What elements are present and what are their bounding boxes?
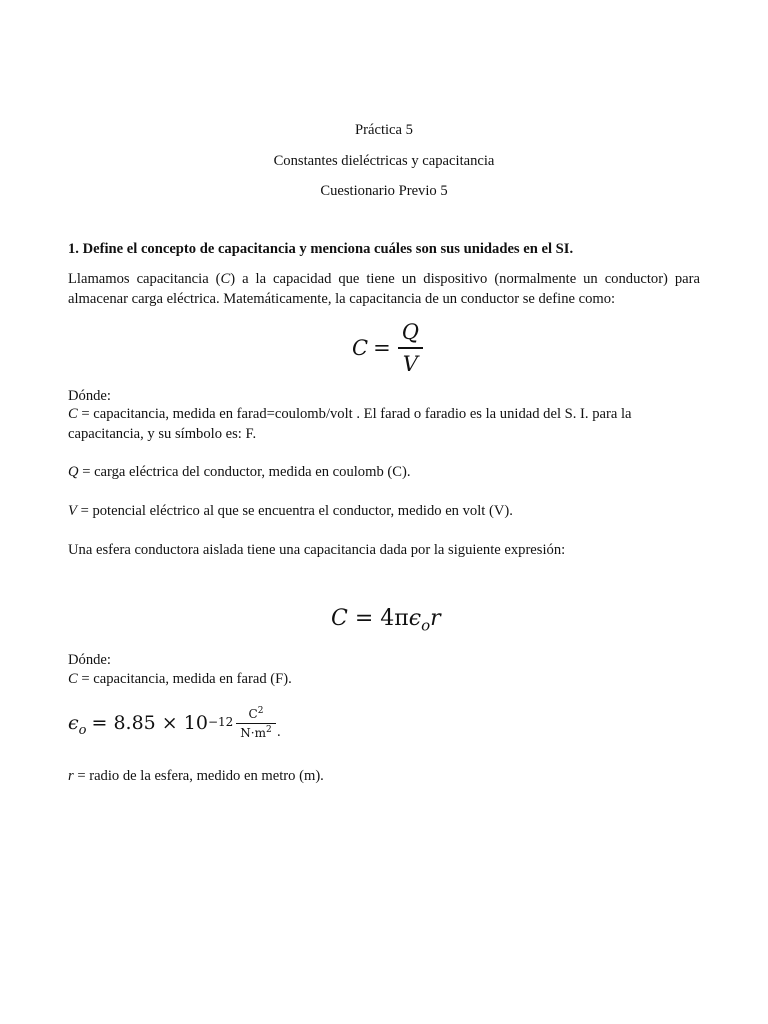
definition-v-text: = potencial eléctrico al que se encuentra el conductor, medido en volt (V). [76, 503, 513, 519]
intro-paragraph [68, 270, 700, 309]
formula-numerator: Q [401, 320, 419, 344]
definition-v-symbol: V [68, 503, 77, 519]
where-label-2: Dónde: [68, 652, 111, 668]
formula2-epsilon-sub: o [421, 616, 431, 635]
capacitance-formula [352, 318, 423, 378]
question-heading: 1. Define el concepto de capacitancia y menciona cuáles son sus unidades en el SI. [68, 241, 574, 257]
where-label: Dónde: [68, 388, 111, 404]
unit-denominator-exp: 2 [265, 725, 272, 736]
epsilon-sub: o [78, 722, 87, 738]
definition-c-symbol: C [68, 406, 78, 422]
intro-text-b: ) a la capacidad que tiene un dispositivo (normalmente un conductor) para almacenar carga eléctrica. Matemáticamente, la capacitancia de un conductor se define como: [68, 271, 701, 307]
formula2-epsilon: ϵ [408, 606, 422, 631]
formula-fraction [398, 318, 423, 378]
sphere-capacitance-formula [331, 604, 441, 634]
unit-fraction [236, 706, 275, 741]
definition-q-text: = carga eléctrica del conductor, medida en coulomb (C). [78, 464, 411, 480]
formula-lhs: C [352, 335, 369, 360]
epsilon-symbol: ϵ [68, 711, 79, 734]
epsilon-value: = 8.85 × 10 [91, 711, 208, 734]
questionnaire-title: Cuestionario Previo 5 [320, 183, 448, 199]
definition-c [68, 405, 700, 444]
epsilon-trailing-period: . [276, 724, 281, 740]
definition-q [68, 463, 700, 483]
definition-q-symbol: Q [68, 464, 79, 480]
formula2-lhs: C [331, 606, 348, 631]
permittivity-formula: $\epsilon_o$ = 8.85 × 10 $^{-12}$ $\frac{C^2}{N\cdot m^2}$ . [68, 706, 281, 741]
definition-c-text: = capacitancia, medida en farad=coulomb/volt . El farad o faradio es la unidad del S. I. para la capacitancia, y su símbolo es: F. [68, 406, 632, 442]
definition-r-text: = radio de la esfera, medido en metro (m). [73, 768, 324, 784]
unit-denominator: N·m [240, 726, 266, 741]
formula2-coefficient: = 4π [354, 606, 409, 631]
definition-c2-symbol: C [68, 671, 78, 687]
unit-numerator-exp: 2 [257, 706, 264, 716]
definition-c2-text: = capacitancia, medida en farad (F). [77, 671, 292, 687]
formula-denominator: V [402, 351, 418, 376]
definition-r [68, 767, 700, 787]
page-subtitle: Constantes dieléctricas y capacitancia [273, 153, 495, 169]
intro-text-a: Llamamos capacitancia ( [68, 271, 221, 287]
unit-numerator: C [248, 707, 258, 721]
sphere-intro: Una esfera conductora aislada tiene una capacitancia dada por la siguiente expresión: [68, 542, 566, 558]
definition-r-symbol: r [68, 768, 74, 784]
definition-c2 [68, 670, 700, 690]
definition-v [68, 502, 700, 522]
formula-equals: = [373, 335, 391, 360]
page-title: Práctica 5 [355, 122, 413, 138]
formula2-radius: r [430, 606, 441, 631]
intro-symbol: C [220, 271, 231, 287]
